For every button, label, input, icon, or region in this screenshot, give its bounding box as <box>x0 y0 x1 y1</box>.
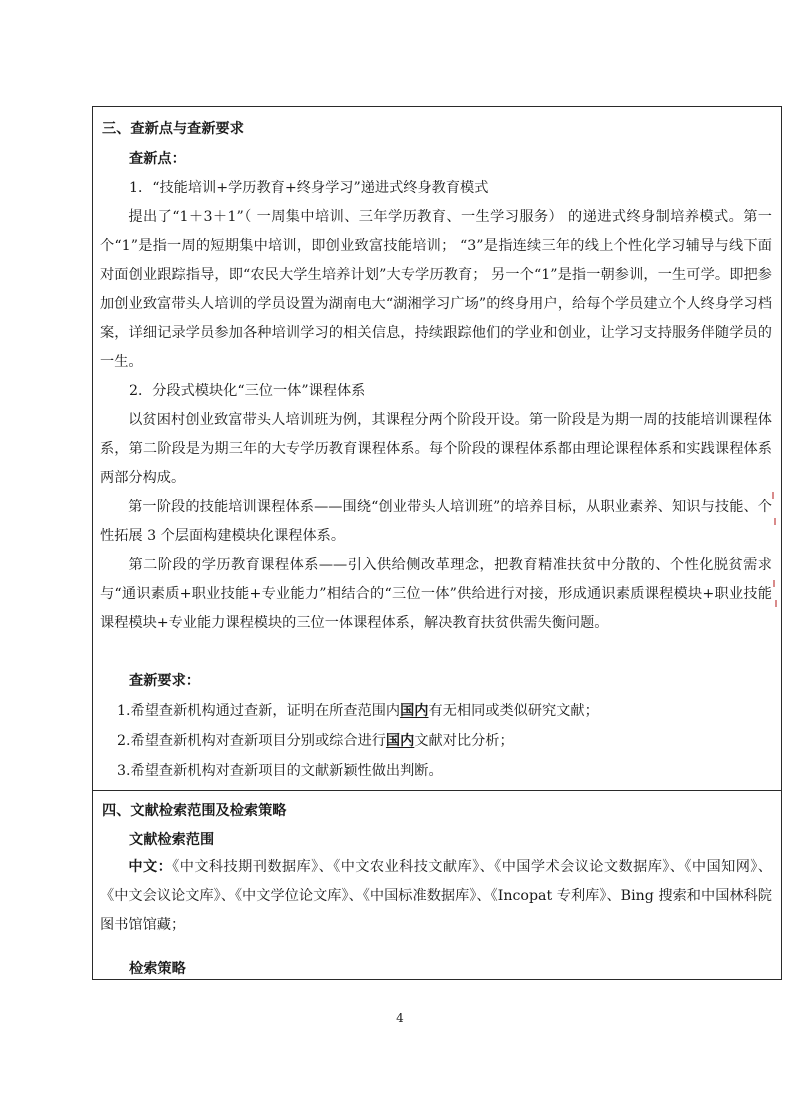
requirements-label: 查新要求： <box>129 673 200 689</box>
requirement-2-scope: 国内 <box>385 733 415 749</box>
section3-heading: 三、查新点与查新要求 <box>102 121 244 137</box>
point1-paragraph <box>100 203 772 377</box>
requirement-2: 2.希望查新机构对查新项目分别或综合进行国内文献对比分析； <box>117 733 514 749</box>
requirement-1: 1.希望查新机构通过查新，证明在所查范围内国内有无相同或类似研究文献； <box>117 703 599 719</box>
search-strategy-label: 检索策略 <box>129 961 186 977</box>
section4-heading: 四、文献检索范围及检索策略 <box>102 803 287 819</box>
point2-paragraph-1 <box>100 406 772 493</box>
scan-mark <box>775 600 777 607</box>
chinese-label: 中文： <box>128 859 173 875</box>
chinese-databases-paragraph <box>100 853 772 940</box>
point2-text-1: 以贫困村创业致富带头人培训班为例，其课程分两个阶段开设。第一阶段是为期一周的技能培训课程体系，第二阶段是为期三年的大专学历教育课程体系。每个阶段的课程体系都由理论课程体系和实践课程体系两部分构成。 <box>100 412 772 486</box>
point2-text-2: 第一阶段的技能培训课程体系——围绕“创业带头人培训班”的培养目标，从职业素养、知识与技能、个性拓展 3 个层面构建模块化课程体系。 <box>100 499 772 544</box>
section-divider <box>92 790 782 791</box>
point2-paragraph-3 <box>100 551 772 638</box>
chinese-databases-list: 《中文科技期刊数据库》、《中文农业科技文献库》、《中国学术会议论文数据库》、《中国知网》、《中文会议论文库》、《中文学位论文库》、《中国标准数据库》、《Incopat 专利库》、Bing 搜索和中国林科院图书馆馆藏； <box>100 859 772 933</box>
point1-title: 1．“技能培训+学历教育+终身学习”递进式终身教育模式 <box>129 180 489 196</box>
novelty-points-label: 查新点： <box>129 151 186 167</box>
point2-title: 2．分段式模块化“三位一体”课程体系 <box>129 383 366 399</box>
scan-mark <box>774 518 776 525</box>
search-scope-label: 文献检索范围 <box>129 832 215 848</box>
point2-paragraph-2 <box>100 493 772 551</box>
point2-text-3: 第二阶段的学历教育课程体系——引入供给侧改革理念，把教育精准扶贫中分散的、个性化脱贫需求与“通识素质+职业技能+专业能力”相结合的“三位一体”供给进行对接，形成通识素质课程模块+职业技能课程模块+专业能力课程模块的三位一体课程体系，解决教育扶贫供需失衡问题。 <box>100 557 772 631</box>
scan-mark <box>773 580 775 587</box>
requirement-1-scope: 国内 <box>400 703 429 719</box>
scan-mark <box>772 492 774 499</box>
requirement-3: 3.希望查新机构对查新项目的文献新颖性做出判断。 <box>117 763 443 779</box>
page-number: 4 <box>396 1011 404 1025</box>
point1-text: 提出了“1＋3＋1”（ 一周集中培训、三年学历教育、一生学习服务） 的递进式终身制培养模式。第一个“1”是指一周的短期集中培训，即创业致富技能培训； “3”是指连续三年的线上个性化学习辅导与线下面对面创业跟踪指导，即“农民大学生培养计划”大专学历教育； 另一个“1”是指一朝参训，一生可学。即把参加创业致富带头人培训的学员设置为湖南电大“湖湘学习广场”的终身用户，给每个学员建立个人终身学习档案，详细记录学员参加各种培训学习的相关信息，持续跟踪他们的学业和创业，让学习支持服务伴随学员的一生。 <box>100 209 772 370</box>
